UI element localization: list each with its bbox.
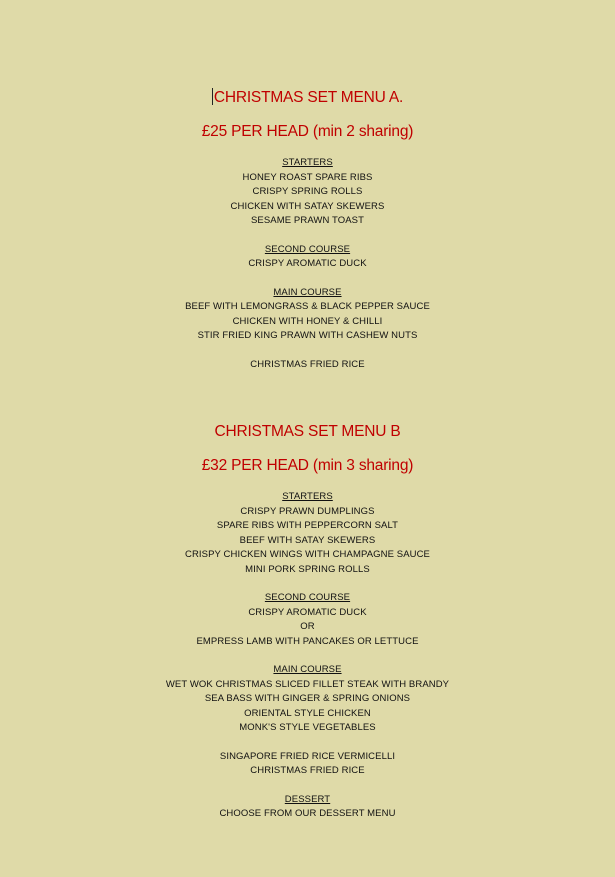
menu-b-dessert-heading: DESSERT xyxy=(284,793,331,805)
menu-b-main-course xyxy=(0,663,615,736)
menu-item: CRISPY AROMATIC DUCK xyxy=(248,606,367,618)
menu-a-starters xyxy=(0,156,615,229)
menu-item: SPARE RIBS WITH PEPPERCORN SALT xyxy=(216,520,399,531)
menu-item: CHRISTMAS FRIED RICE xyxy=(250,358,365,370)
menu-a-main-course-heading: MAIN COURSE xyxy=(273,286,342,298)
menu-item: CRISPY SPRING ROLLS xyxy=(252,186,363,197)
menu-a-title-line[interactable] xyxy=(0,88,615,108)
menu-item: CRISPY AROMATIC DUCK xyxy=(248,258,367,269)
menu-b-second-course-heading: SECOND COURSE xyxy=(264,592,351,603)
menu-a-second-course-heading: SECOND COURSE xyxy=(264,243,351,255)
menu-item: STIR FRIED KING PRAWN WITH CASHEW NUTS xyxy=(197,330,418,341)
menu-a-main-course xyxy=(0,286,615,344)
menu-a-title: CHRISTMAS SET MENU A. xyxy=(213,89,404,106)
menu-item: SINGAPORE FRIED RICE VERMICELLI xyxy=(219,750,396,762)
menu-item: CHICKEN WITH HONEY & CHILLI xyxy=(232,315,383,327)
menu-b-dessert xyxy=(0,793,615,822)
menu-item: CRISPY CHICKEN WINGS WITH CHAMPAGNE SAUCE xyxy=(185,549,430,560)
menu-a-starters-heading: STARTERS xyxy=(282,157,333,168)
menu-item: MONK'S STYLE VEGETABLES xyxy=(239,722,376,733)
menu-a xyxy=(0,88,615,372)
menu-b-main-course-heading: MAIN COURSE xyxy=(273,664,342,675)
menu-item: OR xyxy=(300,621,315,632)
menu-a-second-course xyxy=(0,243,615,272)
menu-item: CHOOSE FROM OUR DESSERT MENU xyxy=(219,808,396,819)
text-cursor xyxy=(212,88,213,105)
menu-b-starters xyxy=(0,490,615,577)
menu-item: ORIENTAL STYLE CHICKEN xyxy=(244,707,371,719)
menu-item: SESAME PRAWN TOAST xyxy=(250,215,364,226)
menu-item: CHICKEN WITH SATAY SKEWERS xyxy=(230,200,385,212)
menu-b-second-course xyxy=(0,591,615,649)
menu-b-starters-heading: STARTERS xyxy=(282,491,333,502)
menu-item: HONEY ROAST SPARE RIBS xyxy=(242,171,373,183)
menu-item: CRISPY PRAWN DUMPLINGS xyxy=(240,505,375,517)
menu-item: WET WOK CHRISTMAS SLICED FILLET STEAK WITH BRANDY xyxy=(165,678,450,690)
menu-item: BEEF WITH LEMONGRASS & BLACK PEPPER SAUCE xyxy=(185,301,430,312)
menu-b-title: CHRISTMAS SET MENU B xyxy=(214,423,401,440)
menu-b-price: £32 PER HEAD (min 3 sharing) xyxy=(201,457,414,474)
menu-b-rice xyxy=(0,750,615,779)
menu-item: SEA BASS WITH GINGER & SPRING ONIONS xyxy=(204,693,411,704)
menu-b xyxy=(0,422,615,822)
menu-a-rice xyxy=(0,358,615,373)
menu-item: BEEF WITH SATAY SKEWERS xyxy=(239,534,376,546)
menu-item: EMPRESS LAMB WITH PANCAKES OR LETTUCE xyxy=(196,635,419,647)
menu-a-price: £25 PER HEAD (min 2 sharing) xyxy=(201,123,414,140)
menu-item: CHRISTMAS FRIED RICE xyxy=(250,765,365,776)
menu-item: MINI PORK SPRING ROLLS xyxy=(245,563,370,575)
